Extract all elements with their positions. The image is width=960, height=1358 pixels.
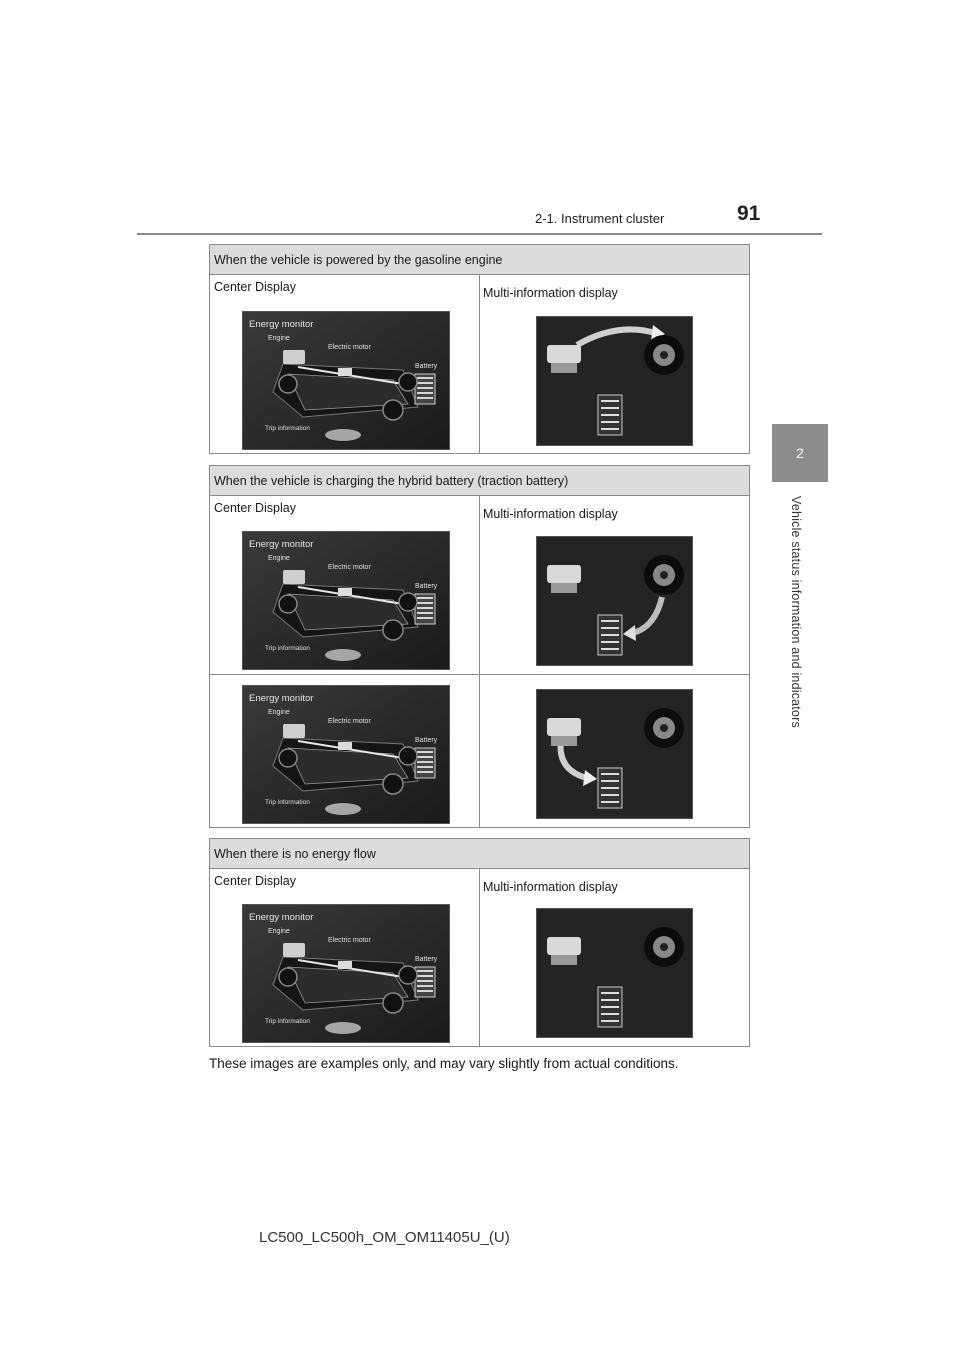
svg-text:Trip information: Trip information: [265, 645, 310, 652]
wheel-icon: [644, 555, 684, 595]
footnote: These images are examples only, and may vary slightly from actual conditions.: [209, 1056, 679, 1071]
svg-text:Engine: Engine: [268, 709, 290, 716]
page-number: 91: [737, 202, 761, 225]
table-heading: When there is no energy flow: [210, 839, 750, 869]
mid-energy-screen: [536, 536, 693, 666]
mid-display-label: Multi-information display: [483, 286, 618, 300]
chapter-title: Vehicle status information and indicators: [789, 496, 803, 728]
wheel-icon: [644, 335, 684, 375]
battery-icon: [598, 768, 622, 808]
section-title: 2-1. Instrument cluster: [535, 211, 665, 226]
svg-text:Trip information: Trip information: [265, 799, 310, 806]
mid-energy-screen: [536, 316, 693, 446]
car-illustration: [243, 532, 449, 669]
svg-text:Trip information: Trip information: [265, 1018, 310, 1025]
svg-text:Battery: Battery: [415, 583, 438, 590]
chapter-tab: 2: [772, 424, 828, 482]
svg-text:Electric motor: Electric motor: [328, 937, 371, 944]
svg-text:Battery: Battery: [415, 737, 438, 744]
center-display-cell: [210, 675, 480, 828]
header-divider: [137, 233, 822, 235]
center-display-cell: [210, 496, 480, 675]
engine-icon: [547, 718, 581, 746]
energy-monitor-screen: [242, 311, 450, 450]
screen-title: Energy monitor: [249, 539, 314, 550]
screen-title: Energy monitor: [249, 912, 314, 923]
engine-powered-table: [209, 244, 750, 454]
wheel-icon: [644, 927, 684, 967]
center-display-label: Center Display: [214, 874, 296, 888]
energy-monitor-screen: [242, 685, 450, 824]
engine-icon: [547, 345, 581, 373]
mid-display-label: Multi-information display: [483, 880, 618, 894]
center-display-label: Center Display: [214, 280, 296, 294]
svg-text:Electric motor: Electric motor: [328, 564, 371, 571]
car-illustration: [243, 686, 449, 823]
battery-icon: [598, 615, 622, 655]
svg-text:Engine: Engine: [268, 335, 290, 342]
svg-text:Engine: Engine: [268, 555, 290, 562]
energy-monitor-screen: [242, 904, 450, 1043]
footer-code: LC500_LC500h_OM_OM11405U_(U): [259, 1229, 510, 1246]
mid-display-cell: [480, 869, 750, 1047]
screen-title: Energy monitor: [249, 693, 314, 704]
svg-text:Engine: Engine: [268, 928, 290, 935]
center-display-label: Center Display: [214, 501, 296, 515]
no-flow-table: [209, 838, 750, 1047]
center-display-cell: [210, 869, 480, 1047]
svg-text:Battery: Battery: [415, 956, 438, 963]
center-display-cell: [210, 275, 480, 454]
energy-monitor-screen: [242, 531, 450, 670]
car-illustration: [243, 312, 449, 449]
mid-display-label: Multi-information display: [483, 507, 618, 521]
mid-display-cell: [480, 275, 750, 454]
svg-text:Battery: Battery: [415, 363, 438, 370]
table-heading: When the vehicle is charging the hybrid battery (traction battery): [210, 466, 750, 496]
battery-icon: [598, 987, 622, 1027]
car-illustration: [243, 905, 449, 1042]
engine-icon: [547, 565, 581, 593]
mid-energy-screen: [536, 689, 693, 819]
table-heading: When the vehicle is powered by the gasoline engine: [210, 245, 750, 275]
wheel-icon: [644, 708, 684, 748]
mid-display-cell: [480, 675, 750, 828]
svg-text:Electric motor: Electric motor: [328, 344, 371, 351]
svg-text:Electric motor: Electric motor: [328, 718, 371, 725]
mid-energy-screen: [536, 908, 693, 1038]
mid-display-cell: [480, 496, 750, 675]
screen-title: Energy monitor: [249, 319, 314, 330]
charging-table: [209, 465, 750, 828]
battery-icon: [598, 395, 622, 435]
svg-text:Trip information: Trip information: [265, 425, 310, 432]
engine-icon: [547, 937, 581, 965]
